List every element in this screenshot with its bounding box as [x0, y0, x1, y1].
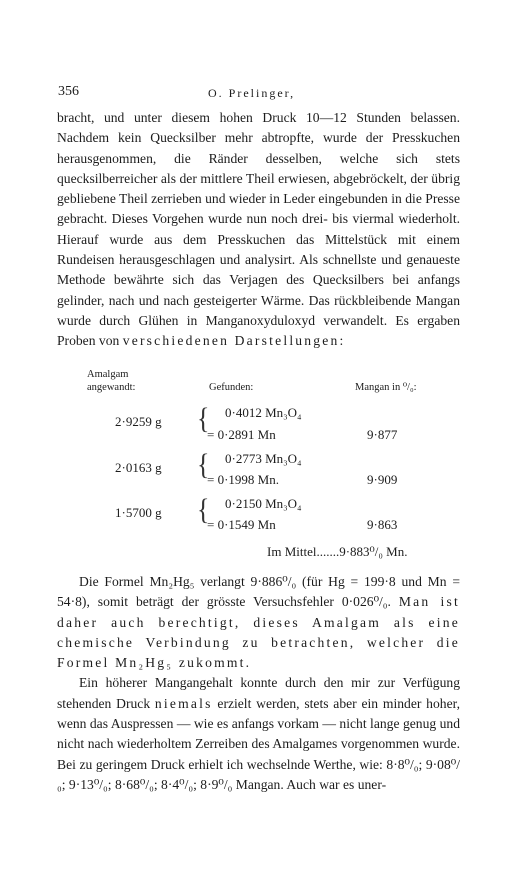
paragraph-2: [57, 572, 460, 673]
brace-1: {: [197, 401, 210, 436]
paragraph-3-text-b: erzielt werden, stets aber ein minder hoher, wenn das Auspressen — wie es anfangs vorkam — nicht lange genug und nicht nach wiederholtem Zerreiben des Amalgames vorgenommen wurde. Bei zu geringem Druck erhielt ich wechselnde Werthe, wie: 8·8⁰/₀; 9·08⁰/₀; 9·13⁰/₀; 8·68⁰/₀; 8·4⁰/₀; 8·9⁰/₀ Mangan. Auch war es uner-: [57, 695, 460, 792]
paragraph-1-spaced: verschiedenen Darstellungen:: [122, 333, 346, 349]
row-3-eq: = 0·1549 Mn: [207, 517, 276, 532]
col-header-amalgam-l1: Amalgam: [87, 369, 129, 380]
col-header-amalgam: [87, 368, 135, 394]
row-1-mangan: 9·877: [367, 427, 398, 442]
paragraph-3-text-a: Ein höherer Mangangehalt konnte durch den mir zur Verfügung stehenden Druck: [57, 675, 460, 711]
table-mean: Im Mittel.......9·883⁰/₀ Mn.: [267, 544, 408, 559]
paragraph-2-text: Die Formel Mn₂Hg₅ verlangt 9·886⁰/₀ (für Hg = 199·8 und Mn = 54·8), somit beträgt der grösste Versuchsfehler 0·026⁰/₀.: [57, 574, 460, 610]
row-2-eq: = 0·1998 Mn.: [207, 472, 279, 487]
col-header-mangan: Mangan in ⁰/₀:: [355, 382, 417, 393]
row-1-found: 0·4012 Mn₃O₄: [225, 405, 302, 420]
paragraph-3-spaced: niemals: [154, 695, 213, 711]
row-3-found: 0·2150 Mn₃O₄: [225, 496, 302, 511]
row-3-sample: 1·5700 g: [115, 505, 162, 520]
page-number: 356: [58, 84, 79, 99]
paragraph-2-3: [57, 572, 460, 795]
paragraph-2-spaced: Man ist daher auch berechtigt, dieses Amalgam als eine chemische Verbindung zu betrachten, welcher die Formel Mn₂Hg₅ zukommt.: [57, 594, 460, 671]
results-table: [57, 362, 460, 562]
brace-3: {: [197, 492, 210, 527]
row-2-mangan: 9·909: [367, 472, 398, 487]
paragraph-1-text: bracht, und unter diesem hohen Druck 10—12 Stunden belassen. Nachdem kein Quecksilber mehr abtropfte, wurde der Presskuchen herausgenommen, die Ränder desselben, welche sich stets quecksilberreicher als der mittlere Theil erwiesen, abgebröckelt, der übrig gebliebene Theil zerrieben und wieder in Leder eingebunden in die Presse gebracht. Dieses Vorgehen wurde nun noch drei- bis viermal wiederholt. Hierauf wurde aus dem Presskuchen das Mittelstück mit einem Rundeisen herausgeschlagen und analysirt. Als schnellste und genaueste Methode bewährte sich das Verjagen des Quecksilbers bei anfangs gelinder, nach und nach gesteigerter Wärme. Das rückbleibende Mangan wurde durch Glühen in Manganoxyduloxyd verwandelt. Es ergaben Proben von: [57, 110, 460, 349]
page-header: [58, 84, 458, 104]
paragraph-3: [57, 673, 460, 795]
col-header-amalgam-l2: angewandt:: [87, 382, 136, 393]
running-title: O. Prelinger,: [208, 86, 296, 100]
brace-2: {: [197, 447, 210, 482]
row-2-sample: 2·0163 g: [115, 460, 162, 475]
col-header-found: Gefunden:: [209, 382, 254, 393]
row-2-found: 0·2773 Mn₃O₄: [225, 451, 302, 466]
row-1-sample: 2·9259 g: [115, 414, 162, 429]
row-3-mangan: 9·863: [367, 517, 398, 532]
paragraph-1: [57, 108, 460, 352]
row-1-eq: = 0·2891 Mn: [207, 427, 276, 442]
